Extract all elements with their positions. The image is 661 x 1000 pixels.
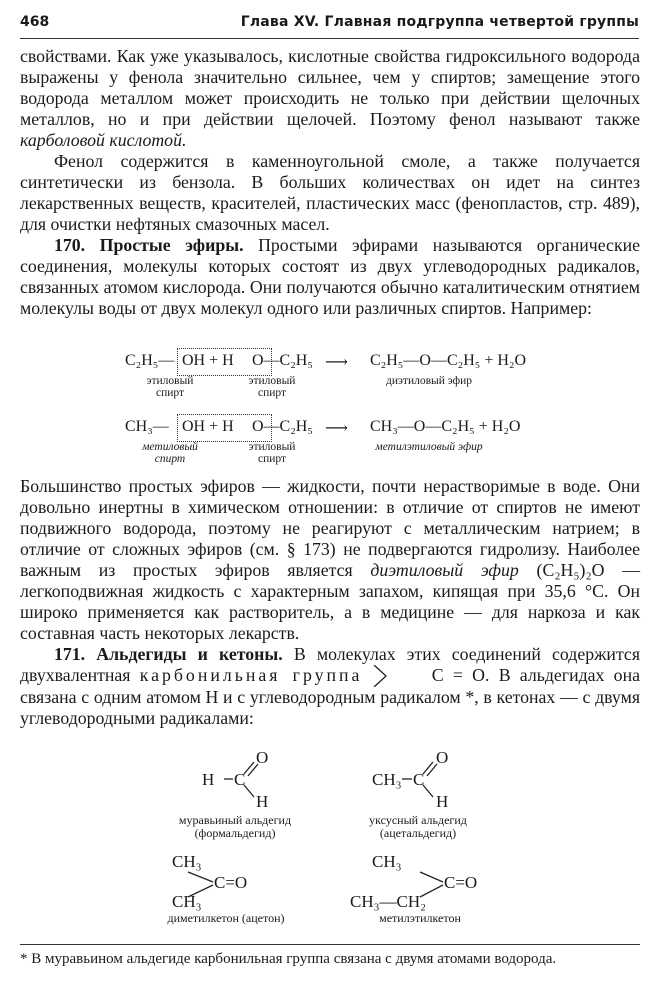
acetone-atom-co: C=O	[214, 873, 248, 892]
reaction-arrow-2: ⟶	[325, 420, 348, 437]
mek-atom-co: C=O	[444, 873, 478, 892]
product-methyl-ethyl-ether: CH₃—O—C₂H₅ + H₂O	[370, 418, 521, 435]
acetaldehyde-atom-c: C	[413, 770, 425, 789]
paragraph-ethers-properties: Большинство простых эфиров — жидкости, почти нерастворимые в воде. Они довольно инертны в химическом отношении: в отличие от спиртов не имеют подвижного водорода, поэтому не реагируют с металлическим натрием; в отличие от сложных эфиров (см. § 173) не подвергаются гидролизу. Наиболее важным из простых эфиров является диэтиловый эфир (C₂H₅)₂O — легкоподвижная жидкость с характерным запахом, кипящая при 35,6 °С. Он широко применяется как растворитель, а в медицине — для наркоза и как составная часть некоторых лекарств.	[20, 476, 640, 643]
acetaldehyde-atom-ch3: CH₃	[372, 770, 402, 789]
text-block-middle	[20, 476, 640, 729]
acetaldehyde-label: уксусный альдегид (ацетальдегид)	[369, 813, 467, 840]
boxed-oh-h: OH + H	[182, 352, 234, 369]
reaction-arrow: ⟶	[325, 354, 348, 371]
label-ethanol-3: этиловый спирт	[248, 441, 296, 465]
formaldehyde-label: муравьиный альдегид (формальдегид)	[178, 813, 292, 840]
acetone-label: диметилкетон (ацетон)	[167, 911, 285, 925]
label-ethanol-1: этиловый спирт	[146, 375, 194, 399]
header-rule	[20, 38, 639, 39]
page-number: 468	[20, 14, 50, 30]
mek-atom-ch3: CH₃	[372, 852, 402, 871]
carbonyl-group-term: карбонильная группа	[139, 665, 363, 685]
formaldehyde-atom-h1: H	[202, 770, 215, 789]
mek-label: метилэтилкетон	[379, 911, 461, 925]
label-ethanol-2: этиловый спирт	[248, 375, 296, 399]
reactant-oc2h5-2: O—C₂H₅	[252, 418, 313, 435]
section-171-title: 171. Альдегиды и кетоны.	[54, 644, 283, 664]
diethyl-ether-formula: (C₂H₅)₂O	[536, 560, 605, 580]
formaldehyde-atom-c: C	[234, 770, 246, 789]
carbonyl-formula: C = O.	[431, 665, 490, 685]
footnote-rule	[20, 944, 640, 945]
section-170-title: 170. Простые эфиры.	[54, 235, 244, 255]
formaldehyde-atom-o: O	[256, 748, 269, 767]
section-170	[20, 235, 640, 319]
footnote: * В муравьином альдегиде карбонильная группа связана с двумя атомами водорода.	[20, 951, 557, 967]
page-header	[20, 14, 639, 36]
section-171: 171. Альдегиды и кетоны. В молекулах этих соединений содержится двухвалентная карбонильная группа C = O. В альдегидах она связана с одним атомом H и с углеводородным радикалом *, в кетонах — с двумя углеводородными радикалами:	[20, 644, 640, 728]
reaction-ethanol	[125, 352, 545, 408]
text-block-top	[20, 46, 640, 319]
acetaldehyde-atom-h: H	[436, 792, 449, 811]
paragraph-phenol-acidity: свойствами. Как уже указывалось, кислотные свойства гидроксильного водорода выражены у фенола значительно сильнее, чем у спиртов; замещение этого водорода металлом может происходить не только при действии щелочных металлов, но и при действии щелочей. Поэтому фенол называют также карболовой кислотой.	[20, 46, 640, 150]
label-methyl-ethyl-ether: метилэтиловый эфир	[375, 441, 483, 453]
label-methanol: метиловый спирт	[142, 441, 198, 465]
paragraph-phenol-source: Фенол содержится в каменноугольной смоле, а также получается синтетически из бензола. В больших количествах он идет на синтез лекарственных веществ, красителей, пластических масс (фенопластов, стр. 489), для очистки нефтяных смазочных масел.	[20, 151, 640, 234]
diethyl-ether-term: диэтиловый эфир	[370, 560, 519, 580]
carbolic-acid-term: карболовой кислотой.	[20, 130, 187, 150]
mek-atom-ch3ch2: CH₃—CH₂	[350, 892, 427, 911]
label-diethyl-ether: диэтиловый эфир	[385, 375, 473, 387]
chapter-title: Глава XV. Главная подгруппа четвертой группы	[240, 14, 639, 30]
reactant-ethyl: C₂H₅—	[125, 352, 175, 369]
boxed-oh-h-2: OH + H	[182, 418, 234, 435]
carbonyl-bracket-icon	[372, 665, 432, 687]
acetone-atom-ch3-bottom: CH₃	[172, 892, 202, 911]
product-diethyl-ether: C₂H₅—O—C₂H₅ + H₂O	[370, 352, 527, 369]
reaction-methanol	[125, 418, 545, 474]
acetaldehyde-atom-o: O	[436, 748, 449, 767]
acetone-atom-ch3-top: CH₃	[172, 852, 202, 871]
reactant-methyl: CH₃—	[125, 418, 169, 435]
section-170-text: Простыми эфирами называются органические соединения, молекулы которых состоят из двух углеводородных радикалов, связанных атомом кислорода. Они получаются обычно каталитическим отнятием молекулы воды от двух молекул одного или различных спиртов. Например:	[20, 235, 640, 318]
reactant-oc2h5: O—C₂H₅	[252, 352, 313, 369]
formaldehyde-atom-h2: H	[256, 792, 269, 811]
